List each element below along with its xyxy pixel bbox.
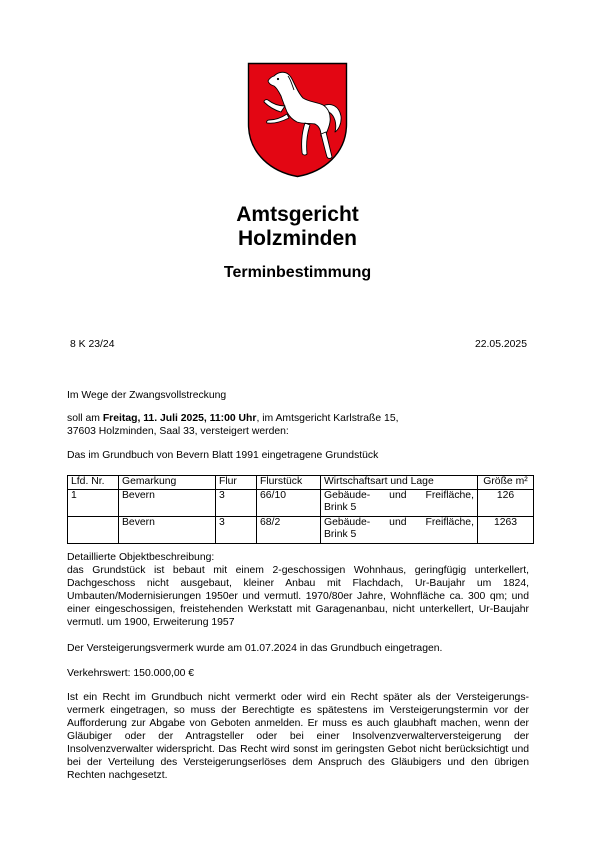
col-lfd-nr: Lfd. Nr. bbox=[68, 476, 119, 490]
description-text: das Grundstück ist bebaut mit einem 2-geschossigen Wohnhaus, geringfügig unterkellert, Dachgeschoss nicht ausgebaut, kleiner Anbau mit Flachdach, Ur-Baujahr um 1824, Umbauten/Modernisierungen 1950er und vermutl. 1970/80er Jahre, Wohnfläche ca. 300 qm; und einer eingeschossigen, freistehenden Werkstatt mit Garagenanbau, nicht unterkellert, Ur-Baujahr vermutl. um 1900, Erweiterung 1957 bbox=[67, 565, 529, 628]
intro-line: Im Wege der Zwangsvollstreckung bbox=[67, 390, 227, 401]
table-row bbox=[68, 489, 534, 516]
property-table bbox=[67, 475, 534, 544]
document-title: Terminbestimmung bbox=[223, 264, 372, 281]
lower-saxony-coat-of-arms-icon bbox=[247, 62, 348, 178]
art-lage: Brink 5 bbox=[324, 502, 357, 513]
table-header-row bbox=[68, 476, 534, 490]
col-flur: Flur bbox=[216, 476, 257, 490]
grundbuch-line: Das im Grundbuch von Bevern Blatt 1991 eingetragene Grundstück bbox=[67, 450, 379, 461]
cell-gemarkung: Bevern bbox=[119, 489, 216, 516]
cell-gemarkung: Bevern bbox=[119, 516, 216, 543]
col-wirtschaftsart: Wirtschaftsart und Lage bbox=[321, 476, 478, 490]
cell-wirtschaftsart bbox=[321, 516, 478, 543]
court-name-line1: Amtsgericht bbox=[236, 203, 359, 226]
vermerk-line: Der Versteigerungsvermerk wurde am 01.07.2024 in das Grundbuch eingetragen. bbox=[67, 643, 443, 654]
legal-notice: Ist ein Recht im Grundbuch nicht vermerkt oder wird ein Recht später als der Versteigerungs-vermerk eingetragen, so muss der Berechtigte es spätestens im Versteigerungstermin vor der Aufforderung zur Abgabe von Geboten anmelden. Er muss es auch glaubhaft machen, wenn der Gläubiger oder der Antragsteller oder bei einer Insolvenzverwalterversteigerung der Insolvenzverwalter widerspricht. Das Recht wird sonst im geringsten Gebot nicht berücksichtigt und bei der Verteilung des Versteigerungserlöses dem Anspruch des Gläubigers und den übrigen Rechten nachgesetzt. bbox=[67, 692, 529, 781]
case-number: 8 K 23/24 bbox=[70, 339, 115, 350]
cell-groesse: 1263 bbox=[478, 516, 534, 543]
art-part: Freifläche, bbox=[425, 516, 474, 528]
art-part: Gebäude- bbox=[324, 516, 371, 528]
art-part: Freifläche, bbox=[425, 489, 474, 501]
col-groesse: Größe m² bbox=[478, 476, 534, 490]
cell-wirtschaftsart bbox=[321, 489, 478, 516]
hearing-datetime: Freitag, 11. Juli 2025, 11:00 Uhr bbox=[102, 413, 257, 424]
cell-flur: 3 bbox=[216, 516, 257, 543]
verkehrswert-line: Verkehrswert: 150.000,00 € bbox=[67, 668, 195, 679]
hearing-line bbox=[67, 412, 529, 425]
art-part: Gebäude- bbox=[324, 489, 371, 501]
court-name-line2: Holzminden bbox=[238, 227, 357, 250]
cell-groesse: 126 bbox=[478, 489, 534, 516]
document-date: 22.05.2025 bbox=[474, 339, 527, 350]
cell-flurstueck: 66/10 bbox=[257, 489, 321, 516]
art-lage: Brink 5 bbox=[324, 529, 357, 540]
col-gemarkung: Gemarkung bbox=[119, 476, 216, 490]
hearing-post: , im Amtsgericht Karlstraße 15, bbox=[256, 413, 399, 424]
cell-flur: 3 bbox=[216, 489, 257, 516]
cell-lfd bbox=[68, 516, 119, 543]
col-flurstueck: Flurstück bbox=[257, 476, 321, 490]
cell-flurstueck: 68/2 bbox=[257, 516, 321, 543]
description-heading: Detaillierte Objektbeschreibung: bbox=[67, 552, 215, 563]
hearing-location: 37603 Holzminden, Saal 33, versteigert werden: bbox=[67, 426, 289, 437]
table-row bbox=[68, 516, 534, 543]
art-part: und bbox=[389, 516, 407, 528]
cell-lfd: 1 bbox=[68, 489, 119, 516]
art-part: und bbox=[389, 489, 407, 501]
hearing-pre: soll am bbox=[67, 413, 103, 424]
